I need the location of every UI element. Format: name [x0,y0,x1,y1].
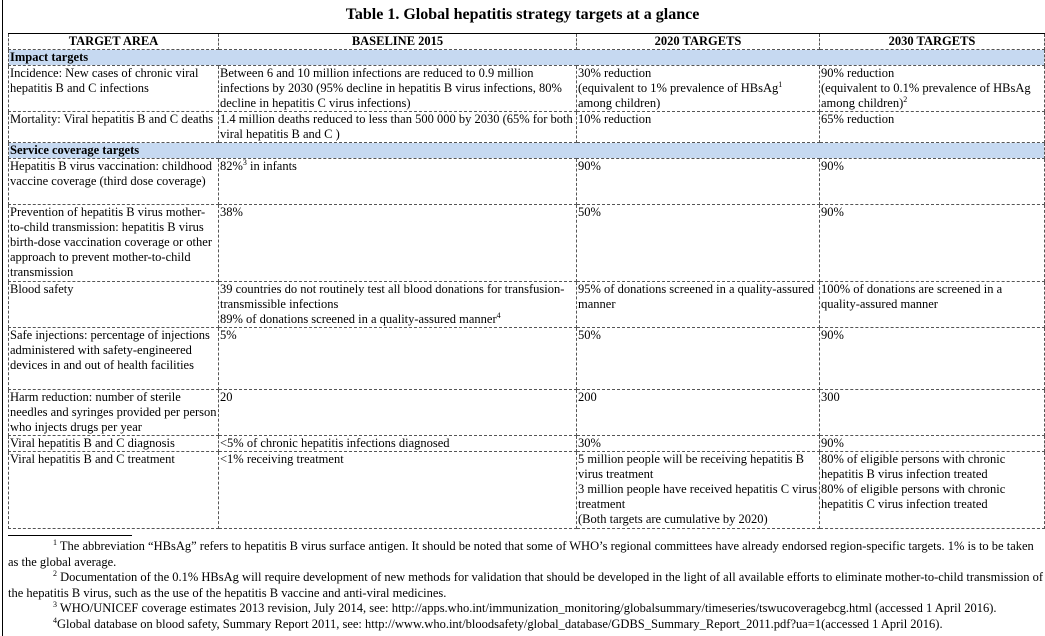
footnote-text: The abbreviation “HBsAg” refers to hepatitis B virus surface antigen. It should be noted that some of WHO’s regional committees have already endorsed region-specific targets. 1% is to be taken as the global average. [8,539,1034,569]
cell-2020: 200 [577,390,820,436]
table-row [9,112,1045,143]
cell-2030: 90% [820,159,1045,205]
cell-2020 [577,452,820,529]
targets-table [8,33,1045,529]
cell-baseline: <1% receiving treatment [219,452,577,529]
cell-text: 80% of eligible persons with chronic hepatitis B virus infection treated [821,452,1006,481]
section-impact: Impact targets [9,50,1045,66]
cell-text: (equivalent to 1% prevalence of HBsAg [578,81,779,95]
table-row [9,390,1045,436]
cell-text: 30% reduction [578,66,652,80]
footnote-1 [8,539,1044,570]
cell-2020: 90% [577,159,820,205]
cell-text: 39 countries do not routinely test all blood donations for transfusion-transmissible infections [220,282,565,311]
cell-baseline: 5% [219,328,577,390]
header-2020: 2020 TARGETS [577,34,820,50]
section-row [9,50,1045,66]
footnote-number: 1 [53,537,57,547]
cell-2020: 10% reduction [577,112,820,143]
cell-2030: 100% of donations are screened in a quality-assured manner [820,282,1045,328]
cell-baseline: 1.4 million deaths reduced to less than 500 000 by 2030 (65% for both viral hepatitis B and C ) [219,112,577,143]
cell-area: Viral hepatitis B and C treatment [9,452,219,529]
cell-2030: 90% [820,328,1045,390]
footnote-text: Documentation of the 0.1% HBsAg will require development of new methods for validation that should be developed in the light of all available efforts to eliminate mother-to-child transmission of the hepatitis B virus, such as the use of the hepatitis B vaccine and anti-viral medicines. [8,570,1044,600]
table-title: Table 1. Global hepatitis strategy targets at a glance [345,6,700,23]
cell-text: 90% reduction [821,66,895,80]
cell-2030: 65% reduction [820,112,1045,143]
table-row [9,66,1045,112]
footnote-number: 3 [53,599,57,609]
cell-area: Prevention of hepatitis B virus mother-to-child transmission: hepatitis B virus birth-dose vaccination coverage or other approach to prevent mother-to-child transmission [9,205,219,282]
cell-2020: 95% of donations screened in a quality-assured manner [577,282,820,328]
section-row [9,143,1045,159]
left-margin-line [2,0,3,636]
table-row [9,159,1045,205]
cell-baseline: 38% [219,205,577,282]
footnote-ref: 4 [496,310,501,320]
cell-2020 [577,66,820,112]
table-row [9,205,1045,282]
footnote-text: WHO/UNICEF coverage estimates 2013 revision, July 2014, see: http://apps.who.int/immunization_monitoring/globalsummary/timeseries/tswucoveragebcg.html (accessed 1 April 2016). [57,601,997,615]
cell-area: Incidence: New cases of chronic viral hepatitis B and C infections [9,66,219,112]
cell-text: 3 million people have received hepatitis C virus treatment [578,482,818,511]
cell-baseline [219,282,577,328]
table-row [9,328,1045,390]
cell-baseline: 20 [219,390,577,436]
footnote-ref: 2 [903,94,908,104]
header-baseline: BASELINE 2015 [219,34,577,50]
footnote-ref: 3 [242,158,247,167]
footnote-ref: 1 [778,79,783,89]
cell-text: (equivalent to 0.1% prevalence of HBsAg among children) [821,81,1031,110]
header-2030: 2030 TARGETS [820,34,1045,50]
cell-2020: 50% [577,328,820,390]
cell-area: Viral hepatitis B and C diagnosis [9,436,219,452]
cell-area: Blood safety [9,282,219,328]
footnote-3 [8,601,1044,617]
cell-area: Hepatitis B virus vaccination: childhood vaccine coverage (third dose coverage) [9,159,219,205]
footnote-2 [8,570,1044,601]
table-row [9,436,1045,452]
cell-2030: 90% [820,436,1045,452]
header-target-area: TARGET AREA [9,34,219,50]
footnote-number: 2 [53,568,57,578]
cell-2030 [820,66,1045,112]
cell-baseline [219,159,577,205]
cell-2030: 90% [820,205,1045,282]
table-row [9,282,1045,328]
cell-2020: 30% [577,436,820,452]
cell-area: Harm reduction: number of sterile needles and syringes provided per person who injects drugs per year [10,390,217,434]
footnote-text: Global database on blood safety, Summary Report 2011, see: http://www.who.int/bloodsafety/global_database/GDBS_Summary_Report_2011.pdf?ua=1(accessed 1 April 2016). [57,616,943,631]
cell-text: 80% of eligible persons with chronic hepatitis C virus infection treated [821,482,1006,511]
cell-baseline: Between 6 and 10 million infections are reduced to 0.9 million infections by 2030 (95% decline in hepatitis B virus infections, 80% decline in hepatitis C virus infections) [219,66,577,112]
cell-area: Mortality: Viral hepatitis B and C deaths [9,112,219,143]
section-service: Service coverage targets [9,143,1045,159]
cell-2030: 300 [820,390,1045,436]
cell-2030 [820,452,1045,529]
cell-text: 5 million people will be receiving hepatitis B virus treatment [578,452,804,481]
cell-text: (Both targets are cumulative by 2020) [578,512,768,526]
cell-area: Safe injections: percentage of injections administered with safety-engineered devices in and out of health facilities [9,328,219,390]
cell-text: in infants [246,159,297,173]
footnote-divider [8,535,132,536]
table-row [9,452,1045,529]
header-row [9,34,1045,50]
cell-text: 89% of donations screened in a quality-assured manner [220,312,497,326]
cell-text: among children) [578,96,661,110]
cell-text: 82% [220,159,243,173]
cell-baseline: <5% of chronic hepatitis infections diagnosed [219,436,577,452]
cell-2020: 50% [577,205,820,282]
footnotes [8,539,1044,632]
footnote-4 [8,617,1044,633]
footnote-number: 4 [53,615,57,625]
